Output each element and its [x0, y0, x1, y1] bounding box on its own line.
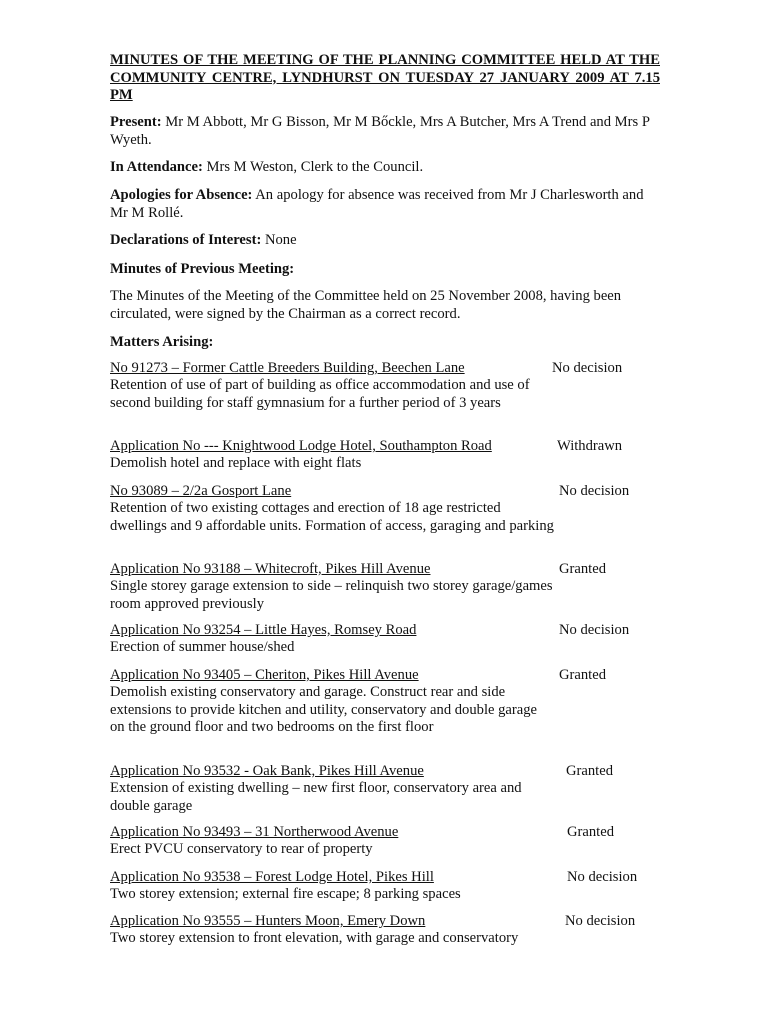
application-title: Application No --- Knightwood Lodge Hotel, Southampton Road	[110, 438, 492, 454]
application-description: Erection of summer house/shed	[110, 639, 295, 655]
application-description: Demolish existing conservatory and garage. Construct rear and side extensions to provide kitchen and utility, conservatory and double garage on the ground floor and two bedrooms on the first floor	[110, 684, 538, 735]
application-status: Granted	[566, 763, 614, 779]
application-title: No 93089 – 2/2a Gosport Lane	[110, 483, 292, 499]
attendance-label: In Attendance:	[110, 159, 203, 175]
declarations-label: Declarations of Interest:	[110, 232, 262, 248]
apologies-paragraph	[110, 186, 662, 222]
application-description: Retention of use of part of building as office accommodation and use of second building for staff gymnasium for a further period of 3 years	[110, 377, 530, 411]
application-description: Extension of existing dwelling – new first floor, conservatory area and double garage	[110, 780, 522, 814]
application-status: No decision	[565, 913, 636, 929]
application-description: Single storey garage extension to side – relinquish two storey garage/games room approved previously	[110, 578, 553, 612]
declarations-text: None	[261, 232, 297, 248]
application-status: No decision	[552, 360, 623, 376]
application-title: Application No 93493 – 31 Northerwood Avenue	[110, 824, 399, 840]
application-title: Application No 93538 – Forest Lodge Hotel, Pikes Hill	[110, 869, 434, 885]
previous-minutes-heading: Minutes of Previous Meeting:	[110, 261, 295, 277]
application-title: Application No 93188 – Whitecroft, Pikes Hill Avenue	[110, 561, 431, 577]
application-status: No decision	[559, 483, 630, 499]
application-description: Retention of two existing cottages and erection of 18 age restricted dwellings and 9 affordable units. Formation of access, garaging and parking	[110, 500, 554, 534]
apologies-label: Apologies for Absence:	[110, 187, 253, 203]
matters-arising-heading: Matters Arising:	[110, 334, 214, 350]
application-title: Application No 93254 – Little Hayes, Romsey Road	[110, 622, 417, 638]
present-paragraph	[110, 113, 662, 149]
application-title: Application No 93555 – Hunters Moon, Emery Down	[110, 913, 426, 929]
application-status: No decision	[559, 622, 630, 638]
attendance-text: Mrs M Weston, Clerk to the Council.	[202, 159, 424, 175]
application-title: Application No 93405 – Cheriton, Pikes Hill Avenue	[110, 667, 419, 683]
application-status: Granted	[567, 824, 615, 840]
application-description: Two storey extension; external fire escape; 8 parking spaces	[110, 886, 461, 902]
application-description: Demolish hotel and replace with eight flats	[110, 455, 362, 471]
declarations-paragraph	[110, 231, 662, 249]
application-status: No decision	[567, 869, 638, 885]
application-title: Application No 93532 - Oak Bank, Pikes Hill Avenue	[110, 763, 424, 779]
attendance-paragraph	[110, 158, 662, 176]
application-description: Erect PVCU conservatory to rear of property	[110, 841, 373, 857]
application-title: No 91273 – Former Cattle Breeders Building, Beechen Lane	[110, 360, 465, 376]
present-label: Present:	[110, 114, 162, 130]
application-status: Granted	[559, 561, 607, 577]
apologies-text: An apology for absence was received from Mr J Charlesworth and Mr M Rollé.	[110, 187, 644, 221]
application-status: Withdrawn	[557, 438, 623, 454]
document-title: MINUTES OF THE MEETING OF THE PLANNING COMMITTEE HELD AT THE COMMUNITY CENTRE, LYNDHURST ON TUESDAY 27 JANUARY 2009 AT 7.15 PM	[110, 52, 660, 103]
previous-minutes-text: The Minutes of the Meeting of the Committee held on 25 November 2008, having been circulated, were signed by the Chairman as a correct record.	[110, 288, 622, 322]
present-text: Mr M Abbott, Mr G Bisson, Mr M Bőckle, Mrs A Butcher, Mrs A Trend and Mrs P Wyeth.	[110, 114, 650, 148]
application-status: Granted	[559, 667, 607, 683]
application-description: Two storey extension to front elevation, with garage and conservatory	[110, 930, 519, 946]
